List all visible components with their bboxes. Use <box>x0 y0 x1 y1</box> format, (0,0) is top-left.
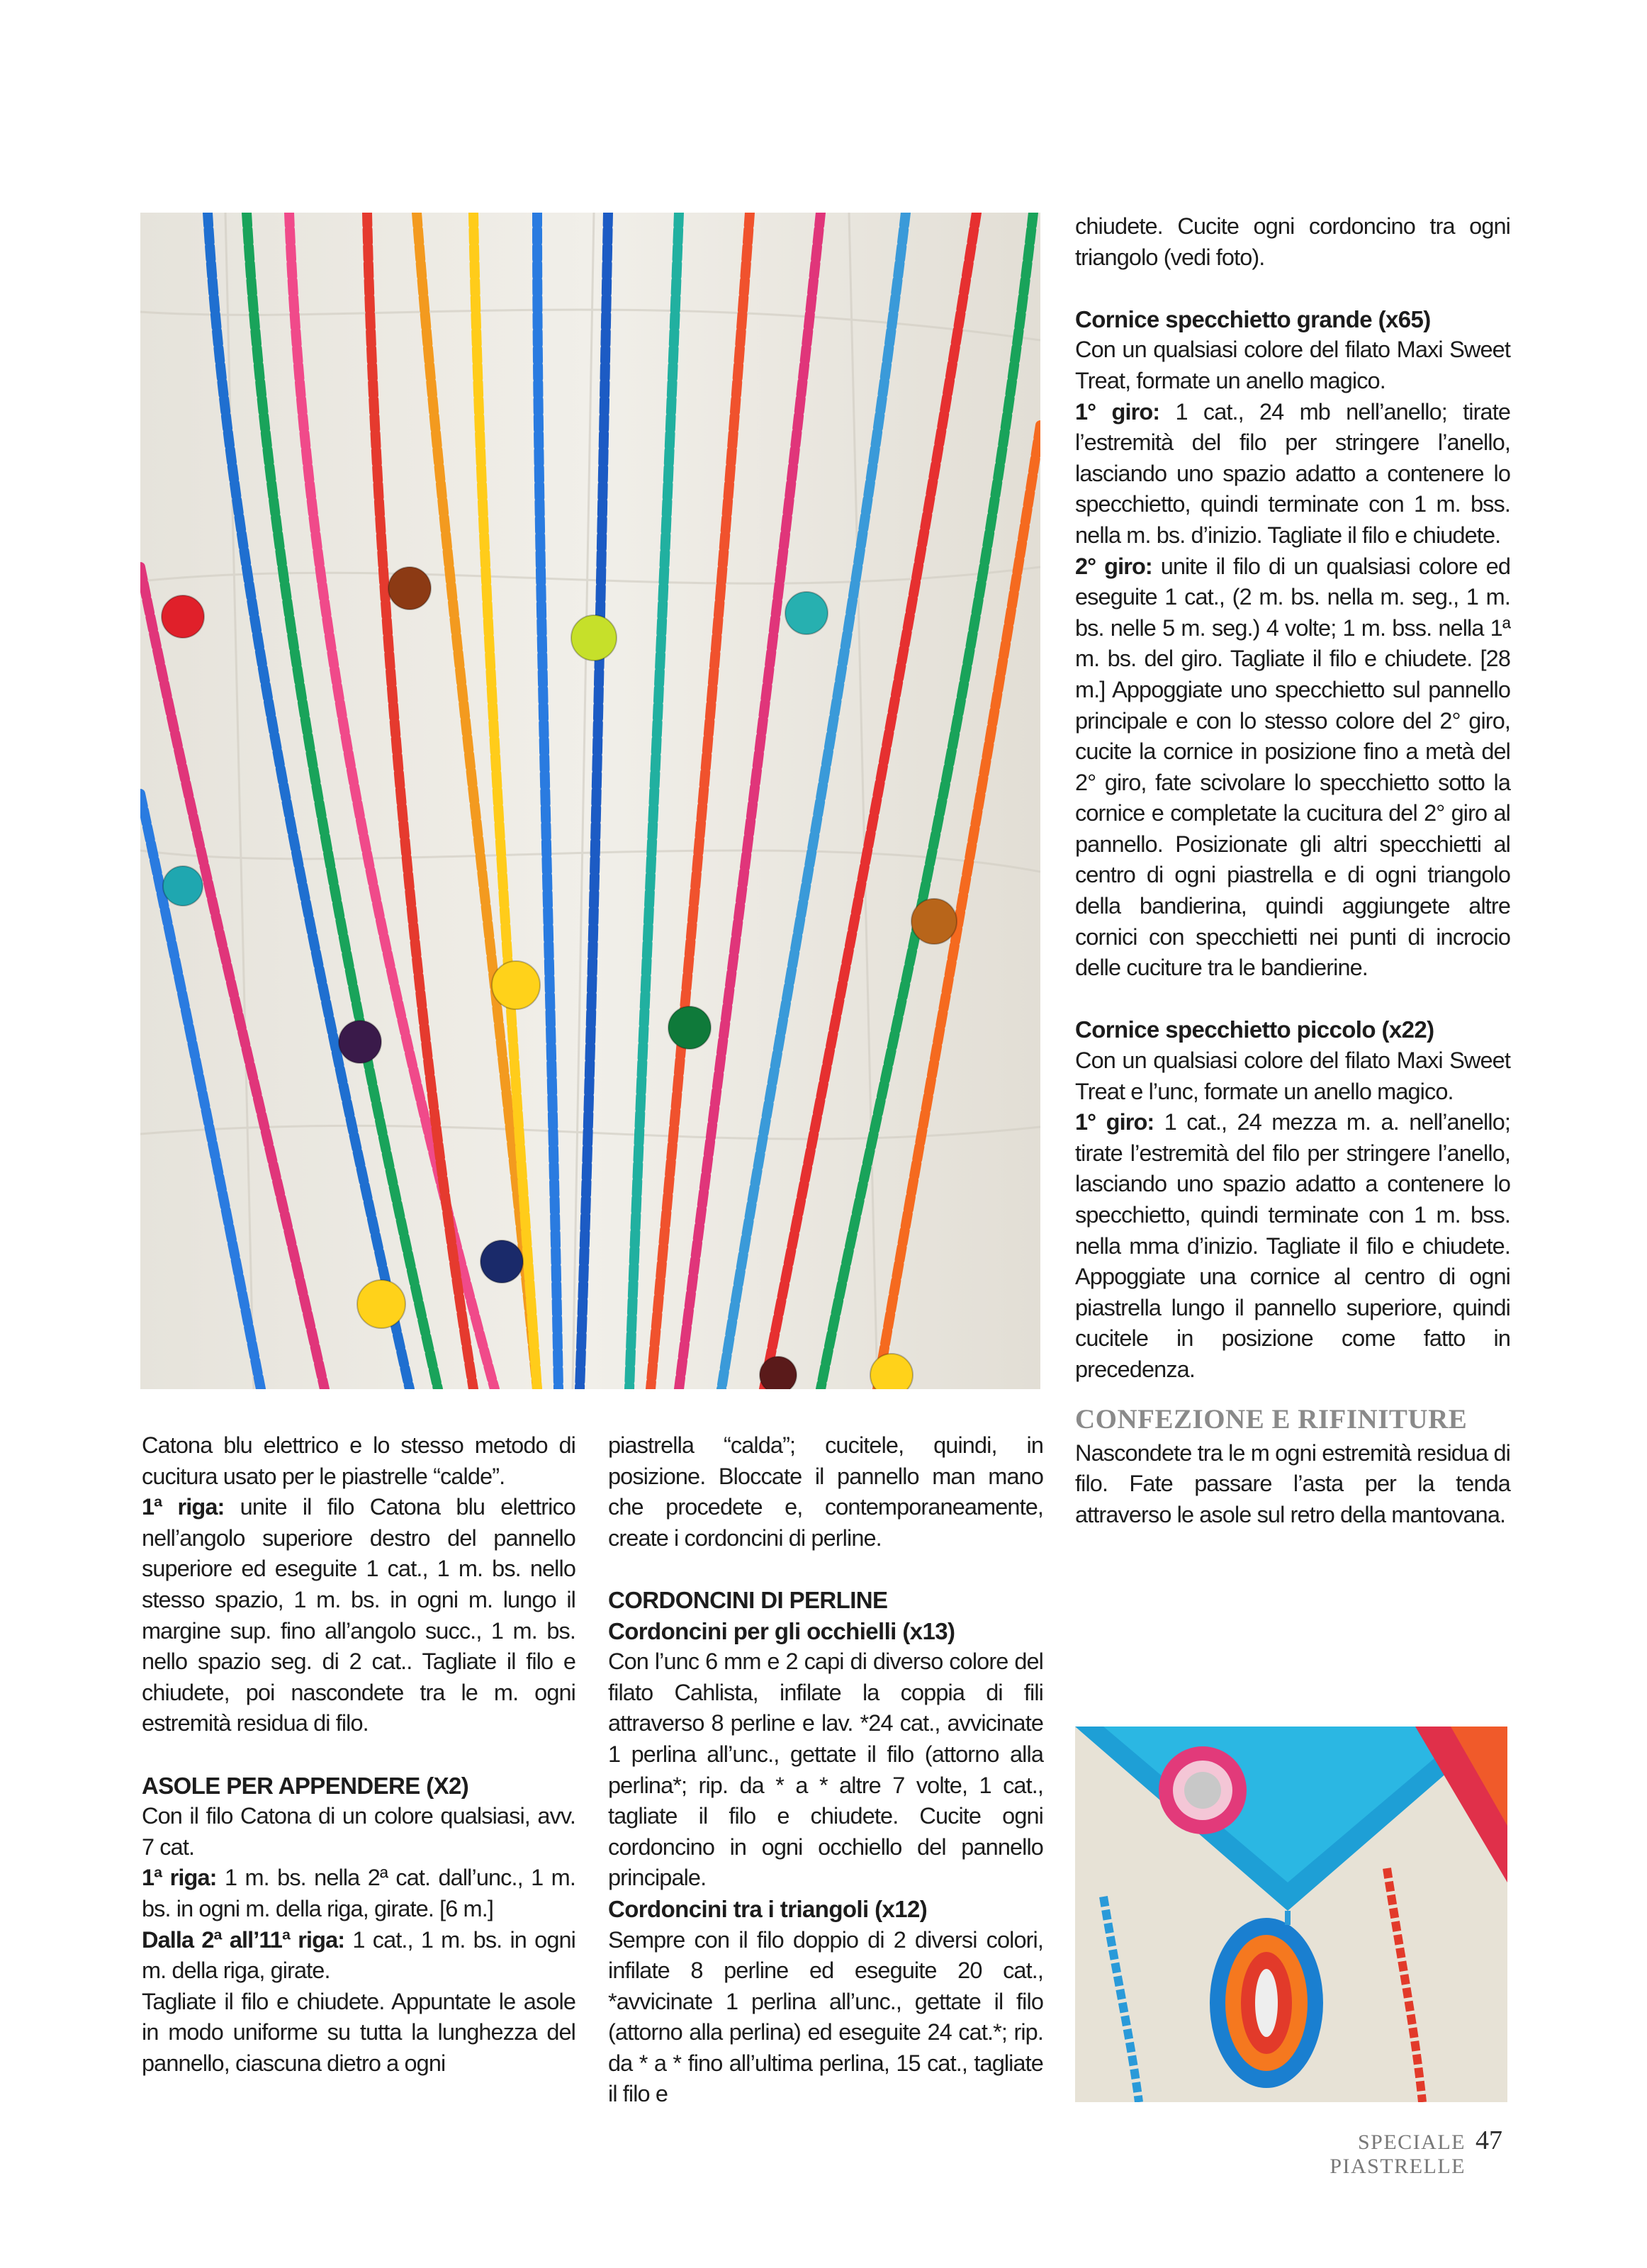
paragraph: Con il filo Catona di un colore qualsiasi, avv. 7 cat. <box>142 1803 575 1860</box>
step-label: 1ª riga: <box>142 1494 225 1520</box>
section-heading-confezione: CONFEZIONE E RIFINITURE <box>1075 1403 1468 1435</box>
paragraph: Con un qualsiasi colore del filato Maxi Sweet Treat, formate un anello magico. <box>1075 337 1510 393</box>
paragraph: 1° giro: 1 cat., 24 mezza m. a. nell’anello; tirate l’estremità del filo per stringere l’anello, lasciando uno spazio adatto a contenere lo specchietto, quindi terminate con 1 m. bss. nella mma d’inizio. Tagliate il filo e chiudete. Appoggiate una cornice al centro di ogni piastrella lungo il pannello superiore, quindi cucitele in posizione come fatto in precedenza. <box>1075 1109 1510 1382</box>
paragraph: Con l’unc 6 mm e 2 capi di diverso colore del filato Cahlista, infilate la coppia di fili attraverso 8 perline e lav. *24 cat., avvicinate 1 perlina all’unc., gettate il filo (attorno alla perlina*; rip. da * a * altre 7 volte, 1 cat., tagliate il filo e chiudete. Cucite ogni cordoncino in ogni occhiello del pannello principale. <box>608 1649 1043 1891</box>
step-label: 1° giro: <box>1075 1109 1154 1135</box>
paragraph: 1ª riga: unite il filo Catona blu elettrico nell’angolo superiore destro del pannello superiore ed eseguite 1 cat., 1 m. bs. nello stesso spazio, 1 m. bs. in ogni m. lungo il margine sup. fino all’angolo succ., 1 m. bs. nello spazio seg. di 2 cat.. Tagliate il filo e chiudete, poi nascondete tra le m. ogni estremità residua di filo. <box>142 1494 575 1736</box>
paragraph: Con un qualsiasi colore del filato Maxi Sweet Treat e l’unc, formate un anello magico. <box>1075 1048 1510 1104</box>
footer-section-label: SPECIALE PIASTRELLE <box>1330 2131 1466 2178</box>
paragraph: Nascondete tra le m ogni estremità residua di filo. Fate passare l’asta per la tenda attraverso le asole sul retro della mantovana. <box>1075 1439 1510 1527</box>
page-number: 47 <box>1475 2126 1502 2155</box>
paragraph: piastrella “calda”; cucitele, quindi, in posizione. Bloccate il pannello man mano che procedete e, contemporaneamente, create i cordoncini di perline. <box>608 1432 1043 1551</box>
text-column-3 <box>1075 211 1510 1530</box>
photo-beaded-cords <box>140 213 1040 1389</box>
photo-mirror-triangle <box>1075 1727 1507 2102</box>
section-heading-cordoncini: CORDONCINI DI PERLINE <box>608 1586 888 1613</box>
subheading-cornice-grande: Cornice specchietto grande (x65) <box>1075 305 1431 332</box>
text-column-2 <box>608 1430 1043 2110</box>
paragraph: Sempre con il filo doppio di 2 diversi colori, infilate 8 perline ed eseguite 20 cat., *avvicinate 1 perlina all’unc., gettate il filo (attorno alla perlina) ed eseguite 24 cat.*; rip. da * a * fino all’ultima perlina, 15 cat., tagliate il filo e <box>608 1926 1043 2107</box>
paragraph: 2° giro: unite il filo di un qualsiasi colore ed eseguite 1 cat., (2 m. bs. nella m. seg., 1 m. bs. nelle 5 m. seg.) 4 volte; 1 m. bss. nella 1ª m. bs. del giro. Tagliate il filo e chiudete. [28 m.] Appoggiate uno specchietto sul pannello principale e con lo stesso colore del 2° giro, cucite la cornice in posizione fino a metà del 2° giro, fate scivolare lo specchietto sotto la cornice e completate la cucitura del 2° giro al pannello. Posizionate gli altri specchietti al centro di ogni piastrella e di ogni triangolo della bandierina, quindi aggiungete altre cornici con specchietti nei punti di incrocio delle cuciture tra le bandierine. <box>1075 553 1510 981</box>
step-label: 1° giro: <box>1075 398 1160 425</box>
subheading-cornice-piccolo: Cornice specchietto piccolo (x22) <box>1075 1016 1434 1043</box>
step-label: Dalla 2ª all’11ª riga: <box>142 1926 345 1953</box>
paragraph: Dalla 2ª all’11ª riga: 1 cat., 1 m. bs. in ogni m. della riga, girate. <box>142 1926 575 1984</box>
paragraph: 1ª riga: 1 m. bs. nella 2ª cat. dall’unc., 1 m. bs. in ogni m. della riga, girate. [6 m.] <box>142 1865 575 1921</box>
step-label: 2° giro: <box>1075 553 1152 579</box>
paragraph: chiudete. Cucite ogni cordoncino tra ogni triangolo (vedi foto). <box>1075 213 1510 270</box>
subheading-triangoli: Cordoncini tra i triangoli (x12) <box>608 1895 928 1922</box>
section-heading-asole: ASOLE PER APPENDERE (X2) <box>142 1772 469 1799</box>
subheading-occhielli: Cordoncini per gli occhielli (x13) <box>608 1617 955 1644</box>
step-label: 1ª riga: <box>142 1865 217 1891</box>
text-column-1 <box>142 1430 575 2079</box>
paragraph: Tagliate il filo e chiudete. Appuntate le asole in modo uniforme su tutta la lunghezza del pannello, ciascuna dietro a ogni <box>142 1988 575 2076</box>
paragraph: Catona blu elettrico e lo stesso metodo di cucitura usato per le piastrelle “calde”. <box>142 1432 575 1489</box>
paragraph: 1° giro: 1 cat., 24 mb nell’anello; tirate l’estremità del filo per stringere l’anello, lasciando uno spazio adatto a contenere lo specchietto, quindi terminate con 1 m. bss. nella m. bs. d’inizio. Tagliate il filo e chiudete. <box>1075 398 1511 548</box>
